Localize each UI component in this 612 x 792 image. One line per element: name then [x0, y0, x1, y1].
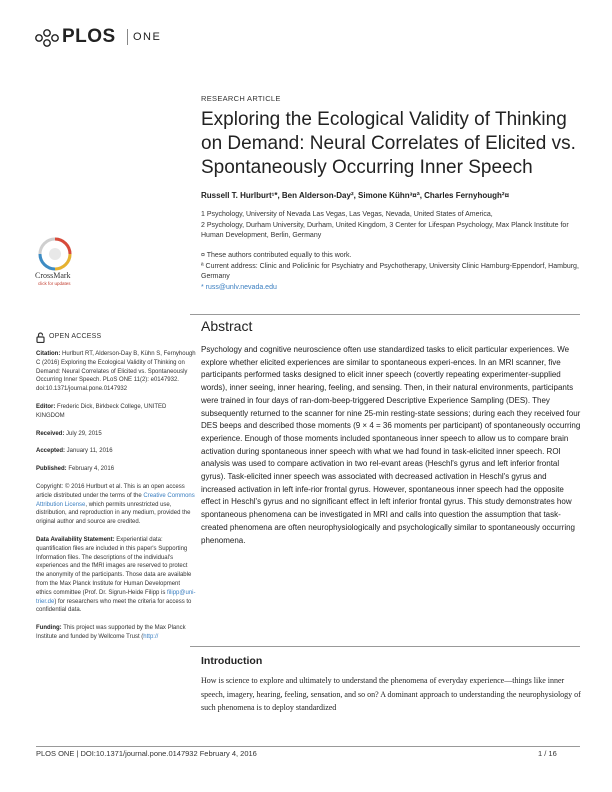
article-type: RESEARCH ARTICLE — [201, 94, 281, 103]
received-block — [36, 430, 196, 439]
data-availability-text: Experiential data: quantification files are included in this paper's Supporting Information files. The descriptions of the individual's experiences and the fMRI images are reserved to protect the anonymity of the participants. Those data are available from the Max Planck Institute for Human Development ethics committee (Prof. Dr. Sigrun-Heide Filipp is — [36, 536, 192, 596]
editor-block — [36, 403, 196, 421]
crossmark-label: CrossMark — [35, 271, 71, 280]
equal-contribution-note: ¤ These authors contributed equally to this work. — [201, 252, 352, 259]
crossmark-icon — [38, 237, 72, 271]
affiliation-line: 1 Psychology, University of Nevada Las Vegas, Las Vegas, Nevada, United States of America, — [201, 211, 493, 218]
affiliations — [201, 210, 581, 242]
received-date: July 29, 2015 — [64, 430, 102, 437]
ethics-email-link[interactable]: filipp@uni-trier.de — [36, 589, 196, 605]
footer-divider — [36, 746, 580, 747]
logo-text: PLOS — [62, 26, 116, 47]
editor-text: Frederic Dick, Birkbeck College, UNITED KINGDOM — [36, 403, 167, 419]
accepted-block — [36, 447, 196, 456]
article-info-sidebar — [36, 332, 196, 651]
copyright-text: Copyright: © 2016 Hurlburt et al. This is an open access article distributed under the terms of the — [36, 483, 185, 499]
crossmark-badge[interactable] — [37, 237, 73, 291]
article-title: Exploring the Ecological Validity of Thinking on Demand: Neural Correlates of Elicited vs. Spontaneously Occurring Inner Speech — [201, 109, 576, 178]
author-notes — [201, 251, 581, 293]
citation-label: Citation: — [36, 351, 61, 357]
crossmark-sublabel: click for updates — [38, 281, 71, 286]
editor-label: Editor: — [36, 403, 56, 410]
abstract-divider — [190, 314, 580, 315]
introduction-text: How is science to explore and ultimately to understand the phenomena of everyday experience—things like inner speech, imagery, hearing, feeling, sensation, and so on? A dominant approach to understanding the neurophysiology of such phenomena is to deploy standardized — [201, 676, 581, 712]
introduction-heading: Introduction — [201, 655, 263, 667]
logo-divider — [127, 29, 128, 45]
abstract-text: Psychology and cognitive neuroscience often use standardized tasks to elicit particular experiences. We explore whether elicited experiences are similar to spontaneous experi-ences. In an MRI scanner, five participants performed tasks designed to elicit inner speech (covertly repeating experimenter-supplied words), inner seeing, inner hearing, feeling, and sensing. Then, in their natural environments, participants were trained in four days of ran-dom-beep-triggered Descriptive Experience Sampling (DES). They subsequently returned to the scanner for nine 25-min resting-state sessions; during each they received four DES beeps and described those moments (9 × 4 = 36 moments per participant) of spontaneously occurring experience. Enough of those moments included spontaneous inner speech to allow us to compare brain activation during spontaneous inner speech with what we had found in task-elicited inner speech. ROI analysis was used to compare activation in two rel-evant areas (Heschl's gyrus and left inferior frontal gyrus). Task-elicited inner speech was associated with decreased activation in Heschl's gyrus and increased activation in left infe-rior frontal gyrus. However, spontaneous inner speech had the opposite effect in Heschl's gyrus and no significant effect in left inferior frontal gyrus. This study demonstrates how spontaneous phenomena can be investigated in MRI and calls into question the assumption that task-created phenomena are often neurophysiologically and psychologically similar to spontaneously occurring phenomena. — [201, 345, 581, 545]
data-availability-label: Data Availability Statement: — [36, 536, 115, 543]
plos-logo-mark-icon — [34, 27, 60, 49]
logo-suffix: ONE — [133, 31, 162, 43]
corresponding-email-link[interactable]: * russ@unlv.nevada.edu — [201, 283, 277, 291]
introduction-divider — [190, 646, 580, 647]
data-availability-block — [36, 536, 196, 615]
footer-citation: PLOS ONE | DOI:10.1371/journal.pone.0147932 February 4, 2016 — [36, 749, 257, 758]
open-lock-icon — [36, 332, 45, 343]
funding-label: Funding: — [36, 625, 62, 632]
author-list: Russell T. Hurlburt¹*, Ben Alderson-Day², Simone Kühn³¤ª, Charles Fernyhough²¤ — [201, 191, 510, 200]
funding-block — [36, 624, 196, 642]
published-date: February 4, 2016 — [66, 466, 115, 473]
current-address-note: ª Current address: Clinic and Policlinic for Psychiatry and Psychotherapy, University Clinic Hamburg-Eppendorf, Hamburg, Germany — [201, 262, 579, 280]
page-number: 1 / 16 — [538, 749, 557, 758]
copyright-text-end: , which permits unrestricted use, distribution, and reproduction in any medium, provided the original author and source are credited. — [36, 501, 191, 526]
abstract-heading: Abstract — [201, 318, 253, 334]
plos-one-logo[interactable] — [34, 24, 174, 52]
license-link[interactable]: Creative Commons Attribution License — [36, 492, 195, 508]
funding-text: This project was supported by the Max Planck Institute and funded by Wellcome Trust ( — [36, 625, 186, 640]
accepted-date: January 11, 2016 — [65, 448, 113, 455]
copyright-block — [36, 483, 196, 527]
published-block — [36, 465, 196, 474]
affiliation-line: 2 Psychology, Durham University, Durham, United Kingdom, 3 Center for Lifespan Psychology, Max Planck Institute for Human Development, Berlin, Germany — [201, 221, 569, 239]
open-access-label: OPEN ACCESS — [49, 333, 102, 341]
open-access-badge — [36, 332, 196, 343]
accepted-label: Accepted: — [36, 448, 66, 455]
received-label: Received: — [36, 430, 65, 437]
published-label: Published: — [36, 466, 67, 473]
citation-block — [36, 350, 196, 394]
data-availability-text-end: ) for researchers who meet the criteria for access to confidential data. — [36, 598, 192, 614]
citation-text: Hurlburt RT, Alderson-Day B, Kühn S, Fernyhough C (2016) Exploring the Ecological Validity of Thinking on Demand: Neural Correlates of Elicited vs. Spontaneously Occurring Inner Speech. PLoS ONE 11(2): e0147932. doi:10.1371/journal.pone.0147932 — [36, 351, 196, 393]
funding-link[interactable]: http:// — [143, 633, 159, 640]
